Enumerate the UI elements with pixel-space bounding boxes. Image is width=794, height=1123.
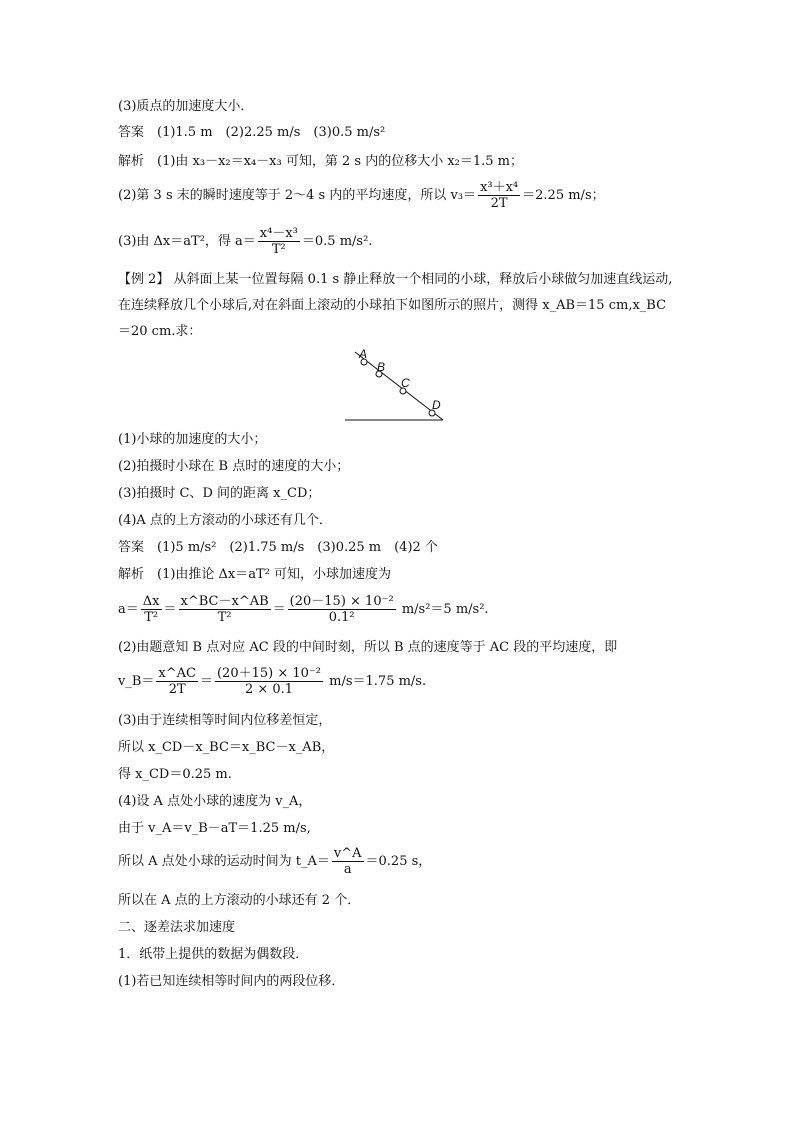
sol2-vb: v_B＝ [118, 674, 155, 689]
incline-figure [330, 340, 460, 430]
exp2-fraction [478, 180, 520, 211]
sol4c-numerator: v^A [333, 846, 362, 861]
sol1-f2-denominator: T² [217, 610, 232, 625]
sol2-fraction-1 [156, 666, 198, 697]
label-d: D [432, 398, 441, 412]
exp2-result: ＝2.25 m/s； [522, 188, 605, 203]
question-4: (4)A 点的上方滚动的小球还有几个． [118, 513, 332, 528]
sol1-result: m/s²＝5 m/s². [401, 602, 489, 617]
solution-line-4b: 由于 v_A＝v_B－aT＝1.25 m/s, [118, 821, 311, 836]
sol1-fraction-3 [288, 594, 396, 625]
sol2-f2-denominator: 2 × 0.1 [244, 682, 294, 697]
question-1: (1)小球的加速度的大小； [118, 432, 267, 447]
sol1-fraction-2 [179, 594, 271, 625]
sol1-f1-denominator: T² [144, 610, 159, 625]
example-2-body: 【例 2】 从斜面上某一位置每隔 0.1 s 静止释放一个相同的小球，释放后小球做匀加速直线运动,在连续释放几个小球后,对在斜面上滚动的小球拍下如图所示的照片，测得 x_AB＝15 cm,x_BC [118, 272, 673, 313]
answer-line-1: 答案 (1)1.5 m (2)2.25 m/s (3)0.5 m/s² [118, 125, 386, 140]
label-b: B [377, 360, 386, 374]
explanation-line-1: 解析 (1)由 x₃－x₂＝x₄－x₃ 可知，第 2 s 内的位移大小 x₂＝1.5 m； [118, 154, 523, 169]
exp3-numerator: x⁴－x³ [259, 226, 298, 241]
exp2-denominator: 2T [490, 196, 508, 211]
exp2-text: (2)第 3 s 末的瞬时速度等于 2～4 s 内的平均速度，所以 v₃＝ [118, 188, 477, 203]
sol1-fraction-1 [141, 594, 162, 625]
answer-line-2: 答案 (1)5 m/s² (2)1.75 m/s (3)0.25 m (4)2 个 [118, 540, 438, 555]
sol1-f1-numerator: Δx [142, 594, 160, 609]
sol1-f3-numerator: (20－15) × 10⁻² [289, 594, 394, 609]
sol2-fraction-2 [215, 666, 323, 697]
section-2-heading: 二、逐差法求加速度 [118, 920, 236, 935]
exp3-result: ＝0.5 m/s². [301, 234, 373, 249]
solution-line-3b: 所以 x_CD－x_BC＝x_BC－x_AB， [118, 740, 335, 755]
exp3-fraction [258, 226, 300, 257]
solution-line-4c [118, 846, 431, 877]
exp2-numerator: x³＋x⁴ [480, 180, 519, 195]
solution-line-3: (3)由于连续相等时间内位移差恒定， [118, 713, 332, 728]
question-2: (2)拍摄时小球在 B 点时的速度的大小； [118, 459, 350, 474]
sol1-equals-2: ＝ [272, 602, 286, 617]
example-2-text [118, 267, 678, 345]
sol1-a: a＝ [118, 602, 139, 617]
sol2-f1-numerator: x^AC [158, 666, 196, 681]
solution-line-4d: 所以在 A 点的上方滚动的小球还有 2 个． [118, 893, 361, 908]
sol1-f2-numerator: x^BC－x^AB [180, 594, 269, 609]
label-a: A [359, 347, 368, 361]
sol4c-result: ＝0.25 s， [365, 854, 432, 869]
solution-formula-1 [118, 594, 489, 625]
explanation-line-2 [118, 180, 605, 211]
solution-line-2: (2)由题意知 B 点对应 AC 段的中间时刻，所以 B 点的速度等于 AC 段的平均速度，即 [118, 640, 618, 655]
solution-formula-2 [118, 666, 426, 697]
question-3: (3)拍摄时 C、D 间的距离 x_CD； [118, 486, 321, 501]
sol2-equals: ＝ [199, 674, 213, 689]
incline-slope [355, 352, 443, 420]
sol2-f2-numerator: (20＋15) × 10⁻² [216, 666, 321, 681]
sol4c-text: 所以 A 点处小球的运动时间为 t_A＝ [118, 854, 330, 869]
sol1-f3-denominator: 0.1² [328, 610, 355, 625]
solution-line-1: 解析 (1)由推论 Δx＝aT² 可知，小球加速度为 [118, 567, 392, 582]
sol2-f1-denominator: 2T [168, 682, 186, 697]
label-c: C [401, 376, 410, 390]
sol2-result: m/s＝1.75 m/s. [329, 674, 427, 689]
exp3-text: (3)由 Δx＝aT²，得 a＝ [118, 234, 256, 249]
solution-line-3c: 得 x_CD＝0.25 m. [118, 767, 232, 782]
solution-line-4: (4)设 A 点处小球的速度为 v_A， [118, 794, 312, 809]
exp3-denominator: T² [271, 242, 286, 257]
sol1-equals-1: ＝ [163, 602, 177, 617]
section-2-item-1: 1．纸带上提供的数据为偶数段． [118, 947, 309, 962]
question-3-heading: (3)质点的加速度大小． [118, 99, 254, 114]
explanation-line-3 [118, 226, 372, 257]
example-2-body-tail: ＝20 cm.求： [118, 324, 202, 339]
sol4c-denominator: a [343, 862, 352, 877]
section-2-item-1a: (1)若已知连续相等时间内的两段位移． [118, 974, 345, 989]
sol4c-fraction [332, 846, 364, 877]
